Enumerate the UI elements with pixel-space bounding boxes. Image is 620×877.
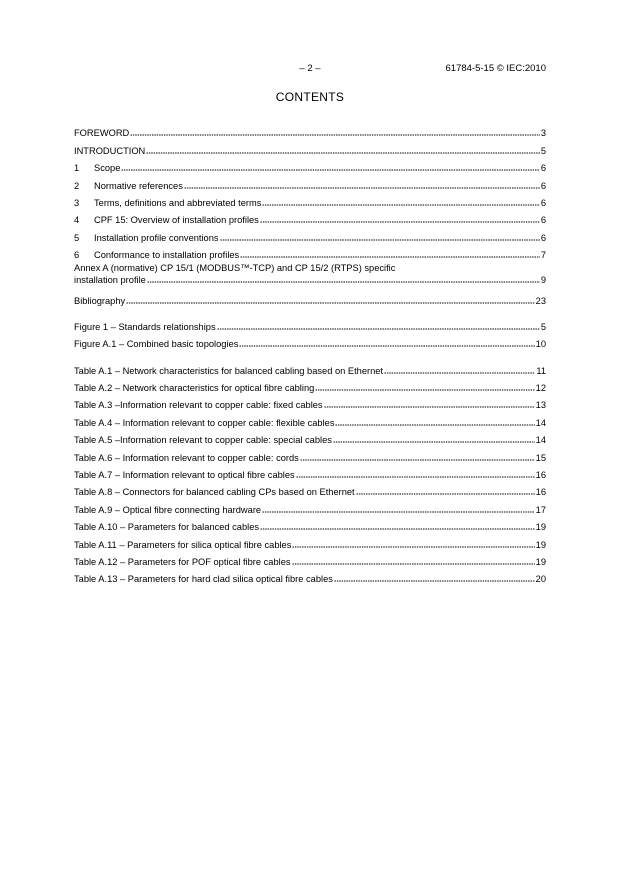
toc-entry-page: 11 bbox=[536, 365, 546, 376]
toc-entry-label: Table A.1 – Network characteristics for balanced cabling based on Ethernet bbox=[74, 365, 384, 376]
toc-entry-scope[interactable] bbox=[74, 156, 546, 173]
toc-entry-foreword[interactable] bbox=[74, 121, 546, 138]
dot-leader bbox=[260, 528, 535, 530]
dot-leader bbox=[239, 345, 534, 347]
toc-entry-label: Normative references bbox=[94, 180, 183, 191]
toc-entry-label: Table A.9 – Optical fibre connecting hardware bbox=[74, 504, 262, 515]
toc-entry-label: Table A.6 – Information relevant to copper cable: cords bbox=[74, 452, 299, 463]
toc-entry-label: Table A.7 – Information relevant to optical fibre cables bbox=[74, 470, 295, 481]
toc-entry-number: 4 bbox=[74, 215, 80, 226]
toc-entry-label-continued: installation profile bbox=[74, 275, 146, 286]
toc-entry-page: 19 bbox=[535, 556, 546, 567]
toc-entry-page: 23 bbox=[535, 295, 546, 306]
toc-entry-label: Table A.11 – Parameters for silica optical fibre cables bbox=[74, 539, 292, 550]
dot-leader bbox=[147, 281, 540, 283]
toc-sections bbox=[74, 121, 546, 584]
toc-entry-label: Bibliography bbox=[74, 295, 126, 306]
dot-leader bbox=[356, 493, 535, 495]
dot-leader bbox=[130, 134, 540, 136]
toc-entry-table[interactable] bbox=[74, 393, 546, 410]
page-title: CONTENTS bbox=[275, 90, 345, 104]
toc-entry-label: Terms, definitions and abbreviated terms bbox=[94, 197, 262, 208]
toc-entry-number: 6 bbox=[74, 250, 80, 261]
toc-entry-table[interactable] bbox=[74, 358, 546, 375]
dot-leader bbox=[260, 221, 540, 223]
toc-entry-page: 12 bbox=[535, 383, 546, 394]
dot-leader bbox=[292, 563, 535, 565]
toc-entry-table[interactable] bbox=[74, 550, 546, 567]
toc-entry-page: 15 bbox=[535, 452, 546, 463]
dot-leader bbox=[121, 169, 539, 171]
dot-leader bbox=[184, 187, 540, 189]
toc-entry-table[interactable] bbox=[74, 497, 546, 514]
dot-leader bbox=[146, 152, 540, 154]
toc-entry-table[interactable] bbox=[74, 410, 546, 427]
toc-entry-page: 6 bbox=[540, 232, 546, 243]
toc-entry-label: Table A.5 –Information relevant to copper cable: special cables bbox=[74, 435, 332, 446]
toc-entry-table[interactable] bbox=[74, 567, 546, 584]
toc-entry-page: 16 bbox=[535, 487, 546, 498]
toc-entry-label: CPF 15: Overview of installation profiles bbox=[94, 215, 259, 226]
toc-entry-number: 2 bbox=[74, 180, 80, 191]
toc-entry-page: 7 bbox=[540, 250, 546, 261]
toc-entry-page: 5 bbox=[540, 321, 546, 332]
toc-entry-page: 6 bbox=[540, 163, 546, 174]
dot-leader bbox=[240, 256, 540, 258]
toc-entry-page: 13 bbox=[535, 400, 546, 411]
page-number: – 2 – bbox=[299, 63, 321, 74]
toc-entry-table[interactable] bbox=[74, 376, 546, 393]
dot-leader bbox=[296, 476, 535, 478]
toc-entry-page: 19 bbox=[535, 522, 546, 533]
toc-entry-terms-definitions[interactable] bbox=[74, 191, 546, 208]
toc-entry-cpf15-overview[interactable] bbox=[74, 208, 546, 225]
dot-leader bbox=[333, 441, 535, 443]
dot-leader bbox=[262, 204, 539, 206]
toc-entry-label: Scope bbox=[94, 163, 121, 174]
toc-entry-label: Table A.12 – Parameters for POF optical fibre cables bbox=[74, 556, 291, 567]
toc-entry-page: 6 bbox=[540, 215, 546, 226]
toc-entry-table[interactable] bbox=[74, 463, 546, 480]
toc-entry-page: 3 bbox=[540, 128, 546, 139]
toc-entry-table[interactable] bbox=[74, 515, 546, 532]
dot-leader bbox=[384, 372, 535, 374]
toc-entry-label: Installation profile conventions bbox=[94, 232, 219, 243]
toc-entry-number: 1 bbox=[74, 163, 80, 174]
toc-entry-label: Table A.10 – Parameters for balanced cables bbox=[74, 522, 260, 533]
toc-entry-profile-conventions[interactable] bbox=[74, 225, 546, 242]
toc-entry-label: Table A.4 – Information relevant to copper cable: flexible cables bbox=[74, 417, 335, 428]
dot-leader bbox=[300, 459, 535, 461]
spacer bbox=[74, 349, 546, 358]
dot-leader bbox=[220, 239, 540, 241]
toc-entry-conformance[interactable] bbox=[74, 243, 546, 260]
toc-entry-label: Table A.3 –Information relevant to copper cable: fixed cables bbox=[74, 400, 323, 411]
toc-entry-number: 5 bbox=[74, 232, 80, 243]
toc-entry-label: Conformance to installation profiles bbox=[94, 250, 240, 261]
toc-entry-introduction[interactable] bbox=[74, 138, 546, 155]
dot-leader bbox=[324, 406, 535, 408]
toc-entry-page: 16 bbox=[535, 470, 546, 481]
toc-entry-table[interactable] bbox=[74, 428, 546, 445]
dot-leader bbox=[262, 511, 535, 513]
dot-leader bbox=[217, 328, 540, 330]
toc-entry-page: 19 bbox=[535, 539, 546, 550]
toc-entry-label: Annex A (normative) CP 15/1 (MODBUS™-TCP) and CP 15/2 (RTPS) specific bbox=[74, 263, 396, 274]
toc-entry-bibliography[interactable] bbox=[74, 288, 546, 305]
toc-entry-label: INTRODUCTION bbox=[74, 145, 146, 156]
toc-entry-page: 6 bbox=[540, 197, 546, 208]
dot-leader bbox=[126, 302, 534, 304]
dot-leader bbox=[315, 389, 534, 391]
toc-entry-page: 17 bbox=[535, 504, 546, 515]
dot-leader bbox=[292, 546, 534, 548]
toc-entry-label: Table A.13 – Parameters for hard clad silica optical fibre cables bbox=[74, 574, 333, 585]
toc-entry-page: 14 bbox=[535, 435, 546, 446]
dot-leader bbox=[334, 580, 535, 582]
toc-entry-figure[interactable] bbox=[74, 315, 546, 332]
toc-entry-page: 9 bbox=[540, 275, 546, 286]
toc-entry-table[interactable] bbox=[74, 445, 546, 462]
toc-entry-normative-references[interactable] bbox=[74, 173, 546, 190]
toc-entry-label: Figure A.1 – Combined basic topologies bbox=[74, 339, 239, 350]
toc-entry-label: FOREWORD bbox=[74, 128, 130, 139]
toc-entry-annex-a[interactable] bbox=[74, 262, 546, 285]
toc-entry-label: Table A.8 – Connectors for balanced cabling CPs based on Ethernet bbox=[74, 487, 355, 498]
toc-entry-table[interactable] bbox=[74, 532, 546, 549]
toc-entry-page: 14 bbox=[535, 417, 546, 428]
page-header bbox=[74, 63, 546, 77]
toc-entry-label: Table A.2 – Network characteristics for optical fibre cabling bbox=[74, 383, 315, 394]
toc-entry-figure[interactable] bbox=[74, 332, 546, 349]
document-id: 61784-5-15 © IEC:2010 bbox=[445, 63, 546, 74]
toc-entry-page: 5 bbox=[540, 145, 546, 156]
toc-entry-label: Figure 1 – Standards relationships bbox=[74, 321, 216, 332]
toc-entry-page: 20 bbox=[535, 574, 546, 585]
toc-entry-number: 3 bbox=[74, 197, 80, 208]
toc-entry-table[interactable] bbox=[74, 480, 546, 497]
toc-entry-page: 10 bbox=[535, 339, 546, 350]
spacer bbox=[74, 306, 546, 315]
dot-leader bbox=[335, 424, 534, 426]
toc-entry-page: 6 bbox=[540, 180, 546, 191]
